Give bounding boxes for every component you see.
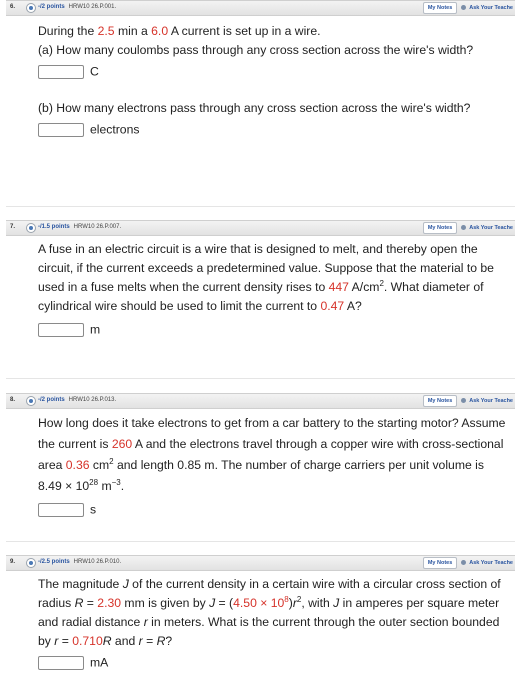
answer-input[interactable] [38, 323, 84, 337]
problem-number: 8. [10, 397, 16, 403]
problem-8 [0, 393, 521, 520]
problem-header [6, 220, 515, 236]
problem-code: HRW10 26.P.001. [68, 4, 117, 10]
ask-teacher-button[interactable]: Ask Your Teache [461, 225, 515, 231]
expand-toggle-icon[interactable] [26, 558, 36, 568]
ask-teacher-icon [461, 398, 466, 403]
divider [6, 541, 515, 542]
expand-toggle-icon[interactable] [26, 3, 36, 13]
ask-teacher-icon [461, 225, 466, 230]
part-a-question: (a) How many coulombs pass through any cross section across the wire's width? [38, 43, 474, 57]
problem-9 [0, 555, 521, 672]
problem-number: 7. [10, 224, 16, 230]
unit-label: m [90, 322, 101, 337]
problem-number: 9. [10, 559, 16, 565]
my-notes-button[interactable]: My Notes [423, 222, 457, 234]
divider [6, 206, 515, 207]
problem-statement: A fuse in an electric circuit is a wire that is designed to melt, and thereby open the circuit, if the current exceeds a predetermined value. Suppose that the material to be used in a fuse melts when the current density rises to 447 $A/cm^2$. What diameter of cylindrical wire should be used to limit the current to 0.47 A? [38, 242, 494, 313]
my-notes-button[interactable]: My Notes [423, 557, 457, 569]
problem-body [38, 413, 507, 520]
unit-label: mA [90, 655, 109, 670]
problem-header [6, 0, 515, 16]
points-label: -/2 points HRW10 26.P.013. [38, 397, 117, 403]
ask-teacher-icon [461, 5, 466, 10]
expand-toggle-icon[interactable] [26, 396, 36, 406]
my-notes-button[interactable]: My Notes [423, 395, 457, 407]
problem-7 [0, 220, 521, 339]
problem-header [6, 393, 515, 409]
problem-number: 6. [10, 4, 16, 10]
unit-label: electrons [90, 122, 140, 137]
problem-code: HRW10 26.P.010. [73, 559, 122, 565]
ask-teacher-button[interactable]: Ask Your Teache [461, 560, 515, 566]
points-label: -/2.5 points HRW10 26.P.010. [38, 559, 122, 565]
problem-statement: During the 2.5 min a 6.0 A current is set up in a wire. [38, 24, 321, 38]
unit-label: s [90, 502, 97, 517]
answer-input-b[interactable] [38, 123, 84, 137]
problem-statement: The magnitude J of the current density in a certain wire with a circular cross section of radius R = 2.30 mm is given by $J = (4.50 \times 10^8)r^2$, with J in amperes per square meter and radial distance r in meters. What is the current through the outer section bounded by r = 0.710R and r = R? [38, 577, 501, 648]
points-label: -/1.5 points HRW10 26.P.007. [38, 224, 122, 230]
unit-label: C [90, 64, 99, 79]
divider [6, 378, 515, 379]
problem-header [6, 555, 515, 571]
problem-statement: How long does it take electrons to get from a car battery to the starting motor? Assume the current is 260 A and the electrons travel through a copper wire with cross-sectional area 0.36 $cm^2$ and length 0.85 m. The number of charge carriers per unit volume is $8.49 \times 10^{28}$ $m^{-3}$. [38, 416, 506, 493]
problem-code: HRW10 26.P.013. [68, 397, 117, 403]
answer-input[interactable] [38, 503, 84, 517]
expand-toggle-icon[interactable] [26, 223, 36, 233]
answer-input-a[interactable] [38, 65, 84, 79]
ask-teacher-button[interactable]: Ask Your Teache [461, 5, 515, 11]
my-notes-button[interactable]: My Notes [423, 2, 457, 14]
problem-6 [0, 0, 521, 140]
points-label: -/2 points HRW10 26.P.001. [38, 4, 117, 10]
ask-teacher-button[interactable]: Ask Your Teache [461, 398, 515, 404]
part-b-question: (b) How many electrons pass through any cross section across the wire's width? [38, 101, 471, 116]
problem-body [38, 240, 507, 339]
problem-code: HRW10 26.P.007. [73, 224, 122, 230]
problem-body [38, 22, 507, 140]
ask-teacher-icon [461, 560, 466, 565]
problem-body [38, 575, 507, 672]
answer-input[interactable] [38, 656, 84, 670]
